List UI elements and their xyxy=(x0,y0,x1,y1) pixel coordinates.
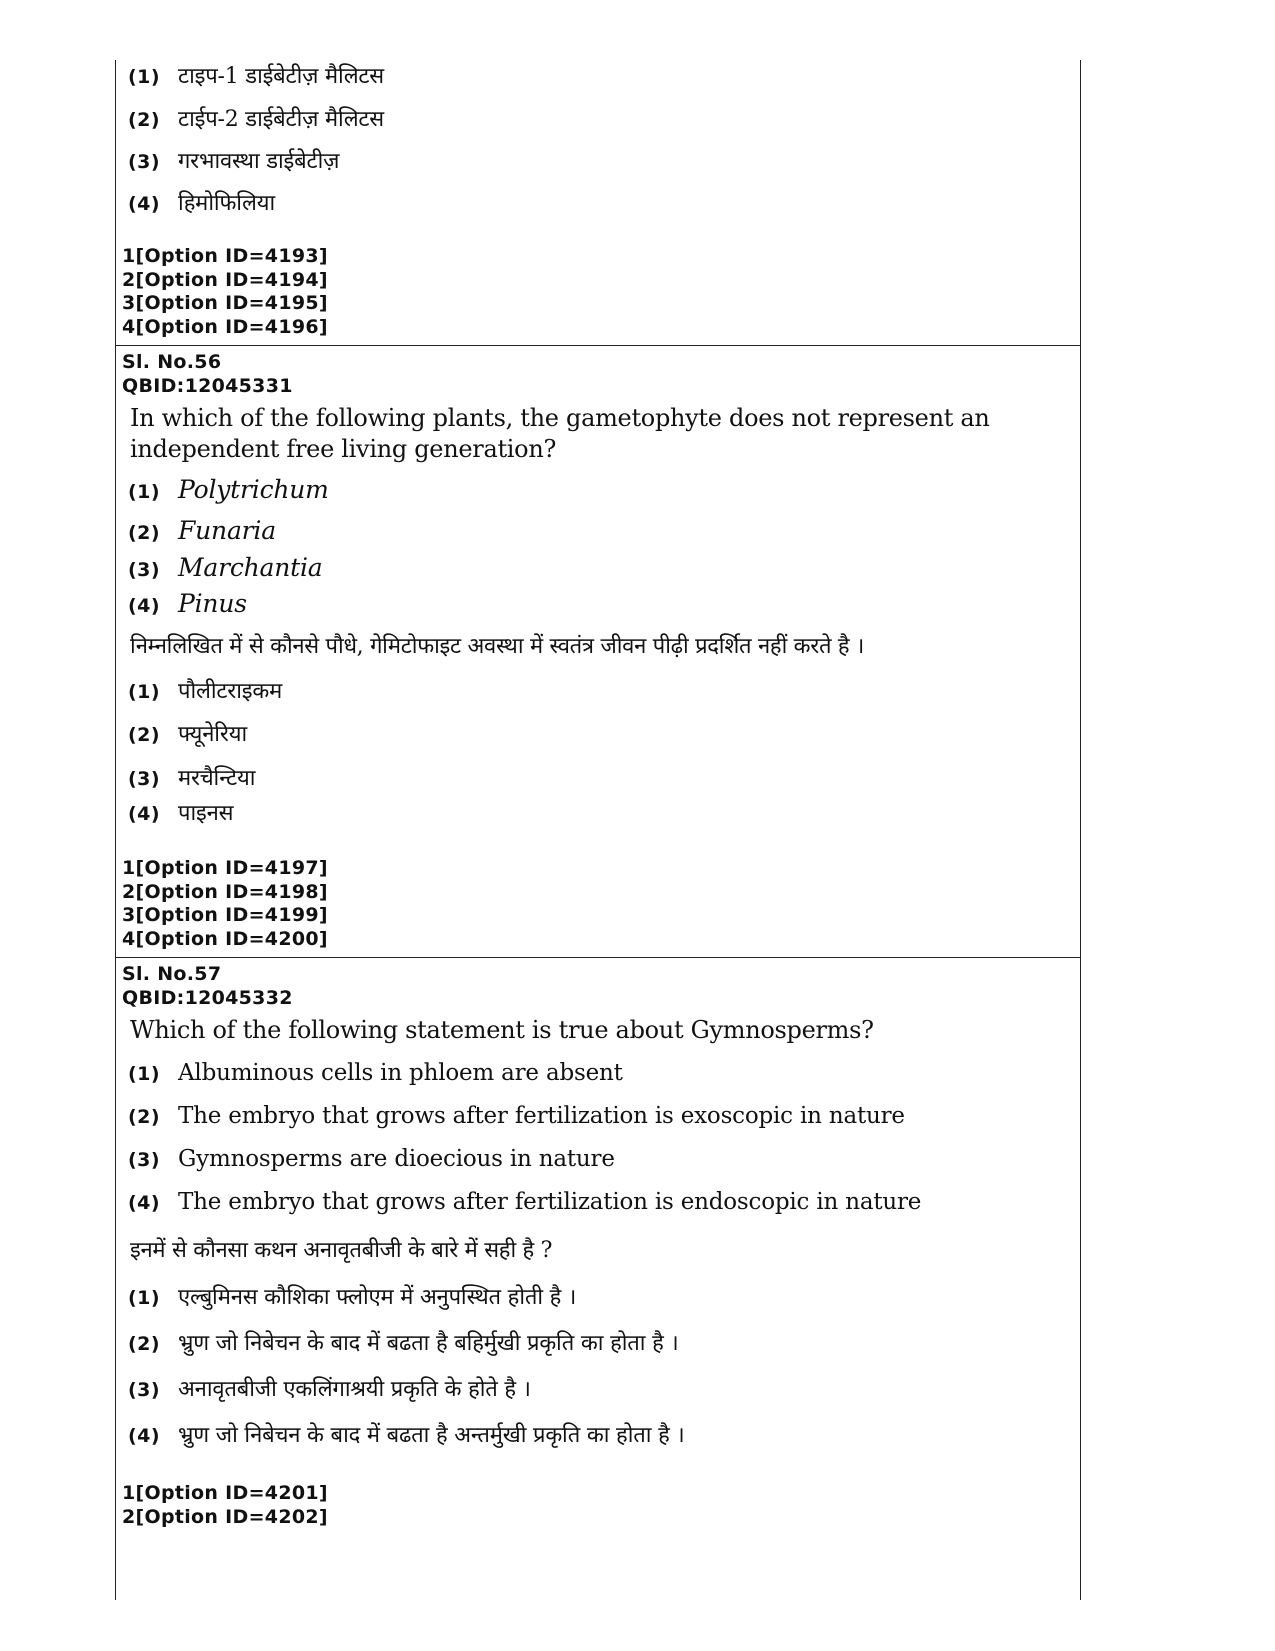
option-hi: (4) भ्रुण जो निबेचन के बाद में बढता है अन्तर्मुखी प्रकृति का होता है । xyxy=(128,1423,685,1448)
question-text-hi: निम्नलिखित में से कौनसे पौधे, गेमिटोफाइट अवस्था में स्वतंत्र जीवन पीढ़ी प्रदर्शित नहीं करते है । xyxy=(130,634,865,659)
option-en: (2) Funaria xyxy=(128,516,276,545)
option-id: 1[Option ID=4197] xyxy=(122,857,328,879)
option-id: 2[Option ID=4198] xyxy=(122,880,328,903)
option-en: (3) Marchantia xyxy=(128,553,323,582)
option-en: (3) Gymnosperms are dioecious in nature xyxy=(128,1146,615,1172)
option-id-list xyxy=(122,1482,328,1529)
option-id: 4[Option ID=4200] xyxy=(122,927,328,950)
option-id-list xyxy=(122,245,328,339)
option-hi: (1) टाइप-1 डाईबेटीज़ मैलिटस xyxy=(128,64,384,89)
question-bank-id: QBID:12045331 xyxy=(122,374,293,397)
option-hi: (2) भ्रुण जो निबेचन के बाद में बढता है बहिर्मुखी प्रकृति का होता है । xyxy=(128,1331,679,1356)
option-en: (1) Polytrichum xyxy=(128,475,329,504)
option-en: (4) Pinus xyxy=(128,589,247,618)
option-hi: (3) गरभावस्था डाईबेटीज़ xyxy=(128,149,340,174)
option-id: 1[Option ID=4201] xyxy=(122,1482,328,1504)
option-hi: (4) पाइनस xyxy=(128,801,234,826)
option-hi: (4) हिमोफिलिया xyxy=(128,191,275,216)
question-bank-id: QBID:12045332 xyxy=(122,986,293,1009)
row-divider xyxy=(115,345,1081,346)
question-header xyxy=(122,351,293,398)
serial-number: Sl. No.56 xyxy=(122,351,222,373)
option-hi: (1) एल्बुमिनस कौशिका फ्लोएम में अनुपस्थित होती है । xyxy=(128,1285,577,1310)
option-en: (1) Albuminous cells in phloem are absent xyxy=(128,1060,623,1086)
option-id: 2[Option ID=4202] xyxy=(122,1505,328,1528)
option-en: (4) The embryo that grows after fertilization is endoscopic in nature xyxy=(128,1189,922,1215)
question-text-hi: इनमें से कौनसा कथन अनावृतबीजी के बारे में सही है ? xyxy=(130,1238,553,1263)
option-id: 4[Option ID=4196] xyxy=(122,315,328,338)
option-hi: (2) टाईप-2 डाईबेटीज़ मैलिटस xyxy=(128,107,384,132)
option-id: 3[Option ID=4199] xyxy=(122,904,328,926)
option-hi: (1) पौलीटराइकम xyxy=(128,679,283,704)
option-id: 3[Option ID=4195] xyxy=(122,292,328,314)
question-text-en: Which of the following statement is true about Gymnosperms? xyxy=(130,1016,874,1044)
serial-number: Sl. No.57 xyxy=(122,963,222,985)
question-text-en: In which of the following plants, the gametophyte does not represent an independent free living generation? xyxy=(130,404,990,463)
option-hi: (3) मरचैन्टिया xyxy=(128,766,256,791)
option-hi: (3) अनावृतबीजी एकलिंगाश्रयी प्रकृति के होते है । xyxy=(128,1377,531,1402)
option-en: (2) The embryo that grows after fertilization is exoscopic in nature xyxy=(128,1103,905,1129)
row-divider xyxy=(115,957,1081,958)
question-header xyxy=(122,963,293,1010)
option-hi: (2) फ्यूनेरिया xyxy=(128,722,247,747)
option-id: 1[Option ID=4193] xyxy=(122,245,328,267)
option-id: 2[Option ID=4194] xyxy=(122,268,328,291)
option-id-list xyxy=(122,857,328,951)
